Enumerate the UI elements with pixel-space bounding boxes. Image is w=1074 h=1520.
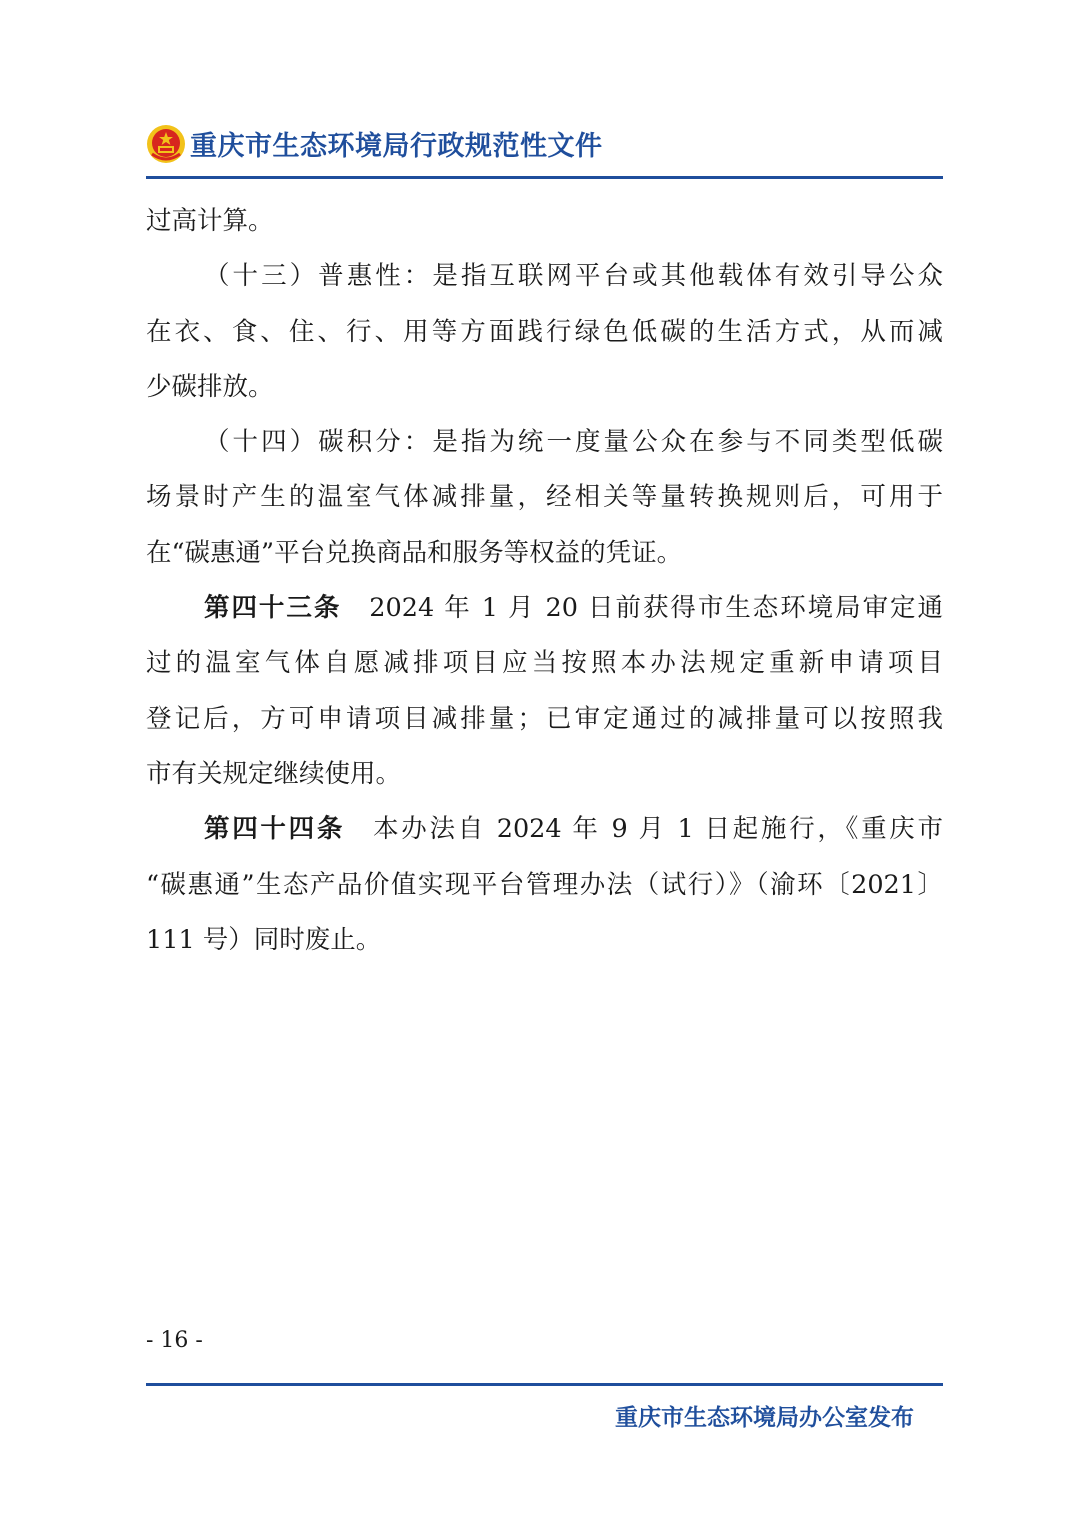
article-first-line <box>146 581 943 636</box>
text-line: 过的温室气体自愿减排项目应当按照本办法规定重新申请项目 <box>146 648 943 679</box>
document-header <box>146 118 943 176</box>
text-line: “碳惠通”生态产品价值实现平台管理办法（试行）》（渝环〔2021〕 <box>146 869 943 900</box>
header-divider <box>146 176 943 179</box>
text-segment: 2024 年 1 月 20 日前获得市生态环境局审定通 <box>369 593 943 624</box>
text-line: 过高计算。 <box>146 206 274 236</box>
article-heading: 第四十三条 <box>204 593 342 624</box>
article-first-line <box>146 802 943 857</box>
footer-divider <box>146 1383 943 1386</box>
text-line: （十四）碳积分：是指为统一度量公众在参与不同类型低碳 <box>204 427 943 458</box>
text-line: 登记后，方可申请项目减排量；已审定通过的减排量可以按照我 <box>146 703 943 734</box>
page-number: - 16 - <box>146 1328 203 1353</box>
text-line: 在衣、食、住、行、用等方面践行绿色低碳的生活方式，从而减 <box>146 316 943 347</box>
footer-publisher: 重庆市生态环境局办公室发布 <box>615 1405 914 1431</box>
document-body <box>146 194 943 968</box>
article-heading: 第四十四条 <box>204 814 346 845</box>
paragraph-item-14 <box>146 415 943 581</box>
text-line: 111 号）同时废止。 <box>146 924 382 955</box>
text-line: 在“碳惠通”平台兑换商品和服务等权益的凭证。 <box>146 537 683 568</box>
paragraph-item-13 <box>146 249 943 415</box>
header-title: 重庆市生态环境局行政规范性文件 <box>190 131 603 162</box>
text-line: 市有关规定继续使用。 <box>146 758 402 789</box>
paragraph-continuation <box>146 194 943 249</box>
article-44 <box>146 802 943 968</box>
national-emblem-icon <box>146 124 186 164</box>
text-line: 场景时产生的温室气体减排量，经相关等量转换规则后，可用于 <box>146 482 943 513</box>
text-line: （十三）普惠性：是指互联网平台或其他载体有效引导公众 <box>204 261 943 292</box>
text-line: 少碳排放。 <box>146 371 274 402</box>
text-segment: 本办法自 2024 年 9 月 1 日起施行，《重庆市 <box>373 814 943 845</box>
article-43 <box>146 581 943 802</box>
